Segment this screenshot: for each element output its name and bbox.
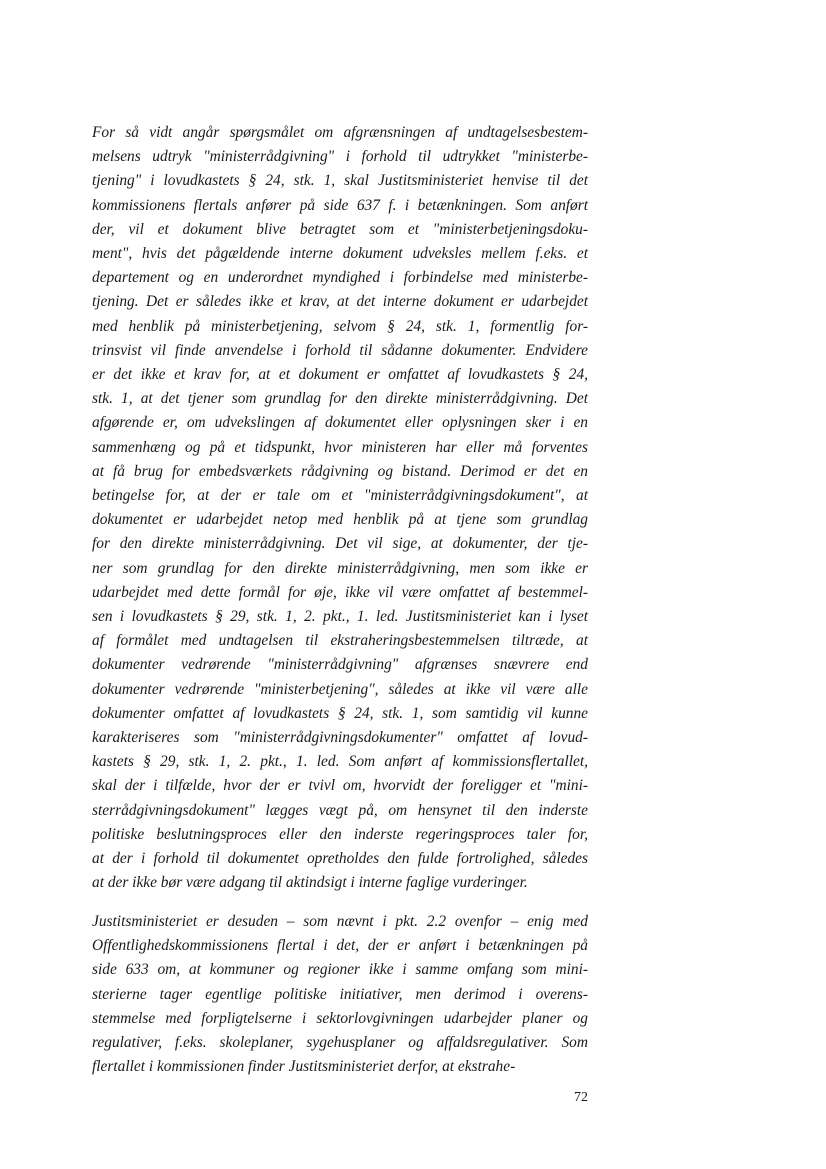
text-line: dokumenter vedrørende "ministerrådgivning" afgrænses snævrere end xyxy=(92,656,588,674)
text-line: ner som grundlag for den direkte ministerrådgivning, men som ikke er xyxy=(92,559,588,577)
text-line: regulativer, f.eks. skoleplaner, sygehusplaner og affaldsregulativer. Som xyxy=(92,1034,588,1052)
text-line: at der ikke bør være adgang til aktindsigt i interne faglige vurderinger. xyxy=(92,874,528,892)
text-line: dokumenter omfattet af lovudkastets § 24, stk. 1, som samtidig vil kunne xyxy=(92,704,588,722)
page-number: 72 xyxy=(574,1090,588,1105)
text-line: af formålet med undtagelsen til ekstraheringsbestemmelsen tiltræde, at xyxy=(92,632,588,650)
text-line: afgørende er, om udvekslingen af dokumentet eller oplysningen sker i en xyxy=(92,414,588,432)
text-line: ment", hvis det pågældende interne dokument udveksles mellem f.eks. et xyxy=(92,245,588,263)
text-line: stemmelse med forpligtelserne i sektorlovgivningen udarbejder planer og xyxy=(92,1009,588,1027)
text-line: sterierne tager egentlige politiske initiativer, men derimod i overens- xyxy=(92,985,588,1003)
text-line: der, vil et dokument blive betragtet som et "ministerbetjeningsdoku- xyxy=(92,220,588,238)
text-line: sammenhæng og på et tidspunkt, hvor ministeren har eller må forventes xyxy=(92,438,588,456)
text-line: departement og en underordnet myndighed i forbindelse med ministerbe- xyxy=(92,269,588,287)
text-line: side 633 om, at kommuner og regioner ikke i samme omfang som mini- xyxy=(92,961,588,979)
text-line: For så vidt angår spørgsmålet om afgrænsningen af undtagelsesbestem- xyxy=(92,124,588,141)
text-line: kastets § 29, stk. 1, 2. pkt., 1. led. Som anført af kommissionsflertallet, xyxy=(92,753,588,771)
text-line: sen i lovudkastets § 29, stk. 1, 2. pkt., 1. led. Justitsministeriet kan i lyset xyxy=(92,608,588,626)
text-line: er det ikke et krav for, at et dokument er omfattet af lovudkastets § 24, xyxy=(92,366,588,384)
text-line: tjening" i lovudkastets § 24, stk. 1, skal Justitsministeriet henvise til det xyxy=(92,172,588,190)
text-line: skal der i tilfælde, hvor der er tvivl om, hvorvidt der foreligger et "mini- xyxy=(92,777,588,795)
text-line: melsens udtryk "ministerrådgivning" i forhold til udtrykket "ministerbe- xyxy=(92,148,588,166)
paragraph-1 xyxy=(92,121,588,896)
text-line: dokumenter vedrørende "ministerbetjening", således at ikke vil være alle xyxy=(92,680,588,698)
text-line: at få brug for embedsværkets rådgivning og bistand. Derimod er det en xyxy=(92,462,588,480)
text-line: Justitsministeriet er desuden – som nævnt i pkt. 2.2 ovenfor – enig med xyxy=(92,913,588,930)
text-line: for den direkte ministerrådgivning. Det vil sige, at dokumenter, der tje- xyxy=(92,535,588,553)
text-line: med henblik på ministerbetjening, selvom § 24, stk. 1, formentlig for- xyxy=(92,317,588,335)
text-line: Offentlighedskommissionens flertal i det, der er anført i betænkningen på xyxy=(92,937,588,955)
text-line: trinsvist vil finde anvendelse i forhold til sådanne dokumenter. Endvidere xyxy=(92,341,588,359)
text-line: dokumentet er udarbejdet netop med henblik på at tjene som grundlag xyxy=(92,511,588,529)
text-line: tjening. Det er således ikke et krav, at det interne dokument er udarbejdet xyxy=(92,293,588,311)
text-line: at der i forhold til dokumentet opretholdes den fulde fortrolighed, således xyxy=(92,850,588,868)
paragraph-2 xyxy=(92,910,588,1079)
text-line: stk. 1, at det tjener som grundlag for den direkte ministerrådgivning. Det xyxy=(92,390,588,408)
text-line: flertallet i kommissionen finder Justitsministeriet derfor, at ekstrahe- xyxy=(92,1058,516,1076)
text-line: kommissionens flertals anfører på side 637 f. i betænkningen. Som anført xyxy=(92,196,588,214)
text-line: sterrådgivningsdokument" lægges vægt på, om hensynet til den inderste xyxy=(92,801,588,819)
text-line: udarbejdet med dette formål for øje, ikke vil være omfattet af bestemmel- xyxy=(92,583,588,601)
text-line: politiske beslutningsproces eller den inderste regeringsproces taler for, xyxy=(92,825,588,843)
text-line: karakteriseres som "ministerrådgivningsdokumenter" omfattet af lovud- xyxy=(92,729,588,747)
text-line: betingelse for, at der er tale om et "ministerrådgivningsdokument", at xyxy=(92,487,588,505)
